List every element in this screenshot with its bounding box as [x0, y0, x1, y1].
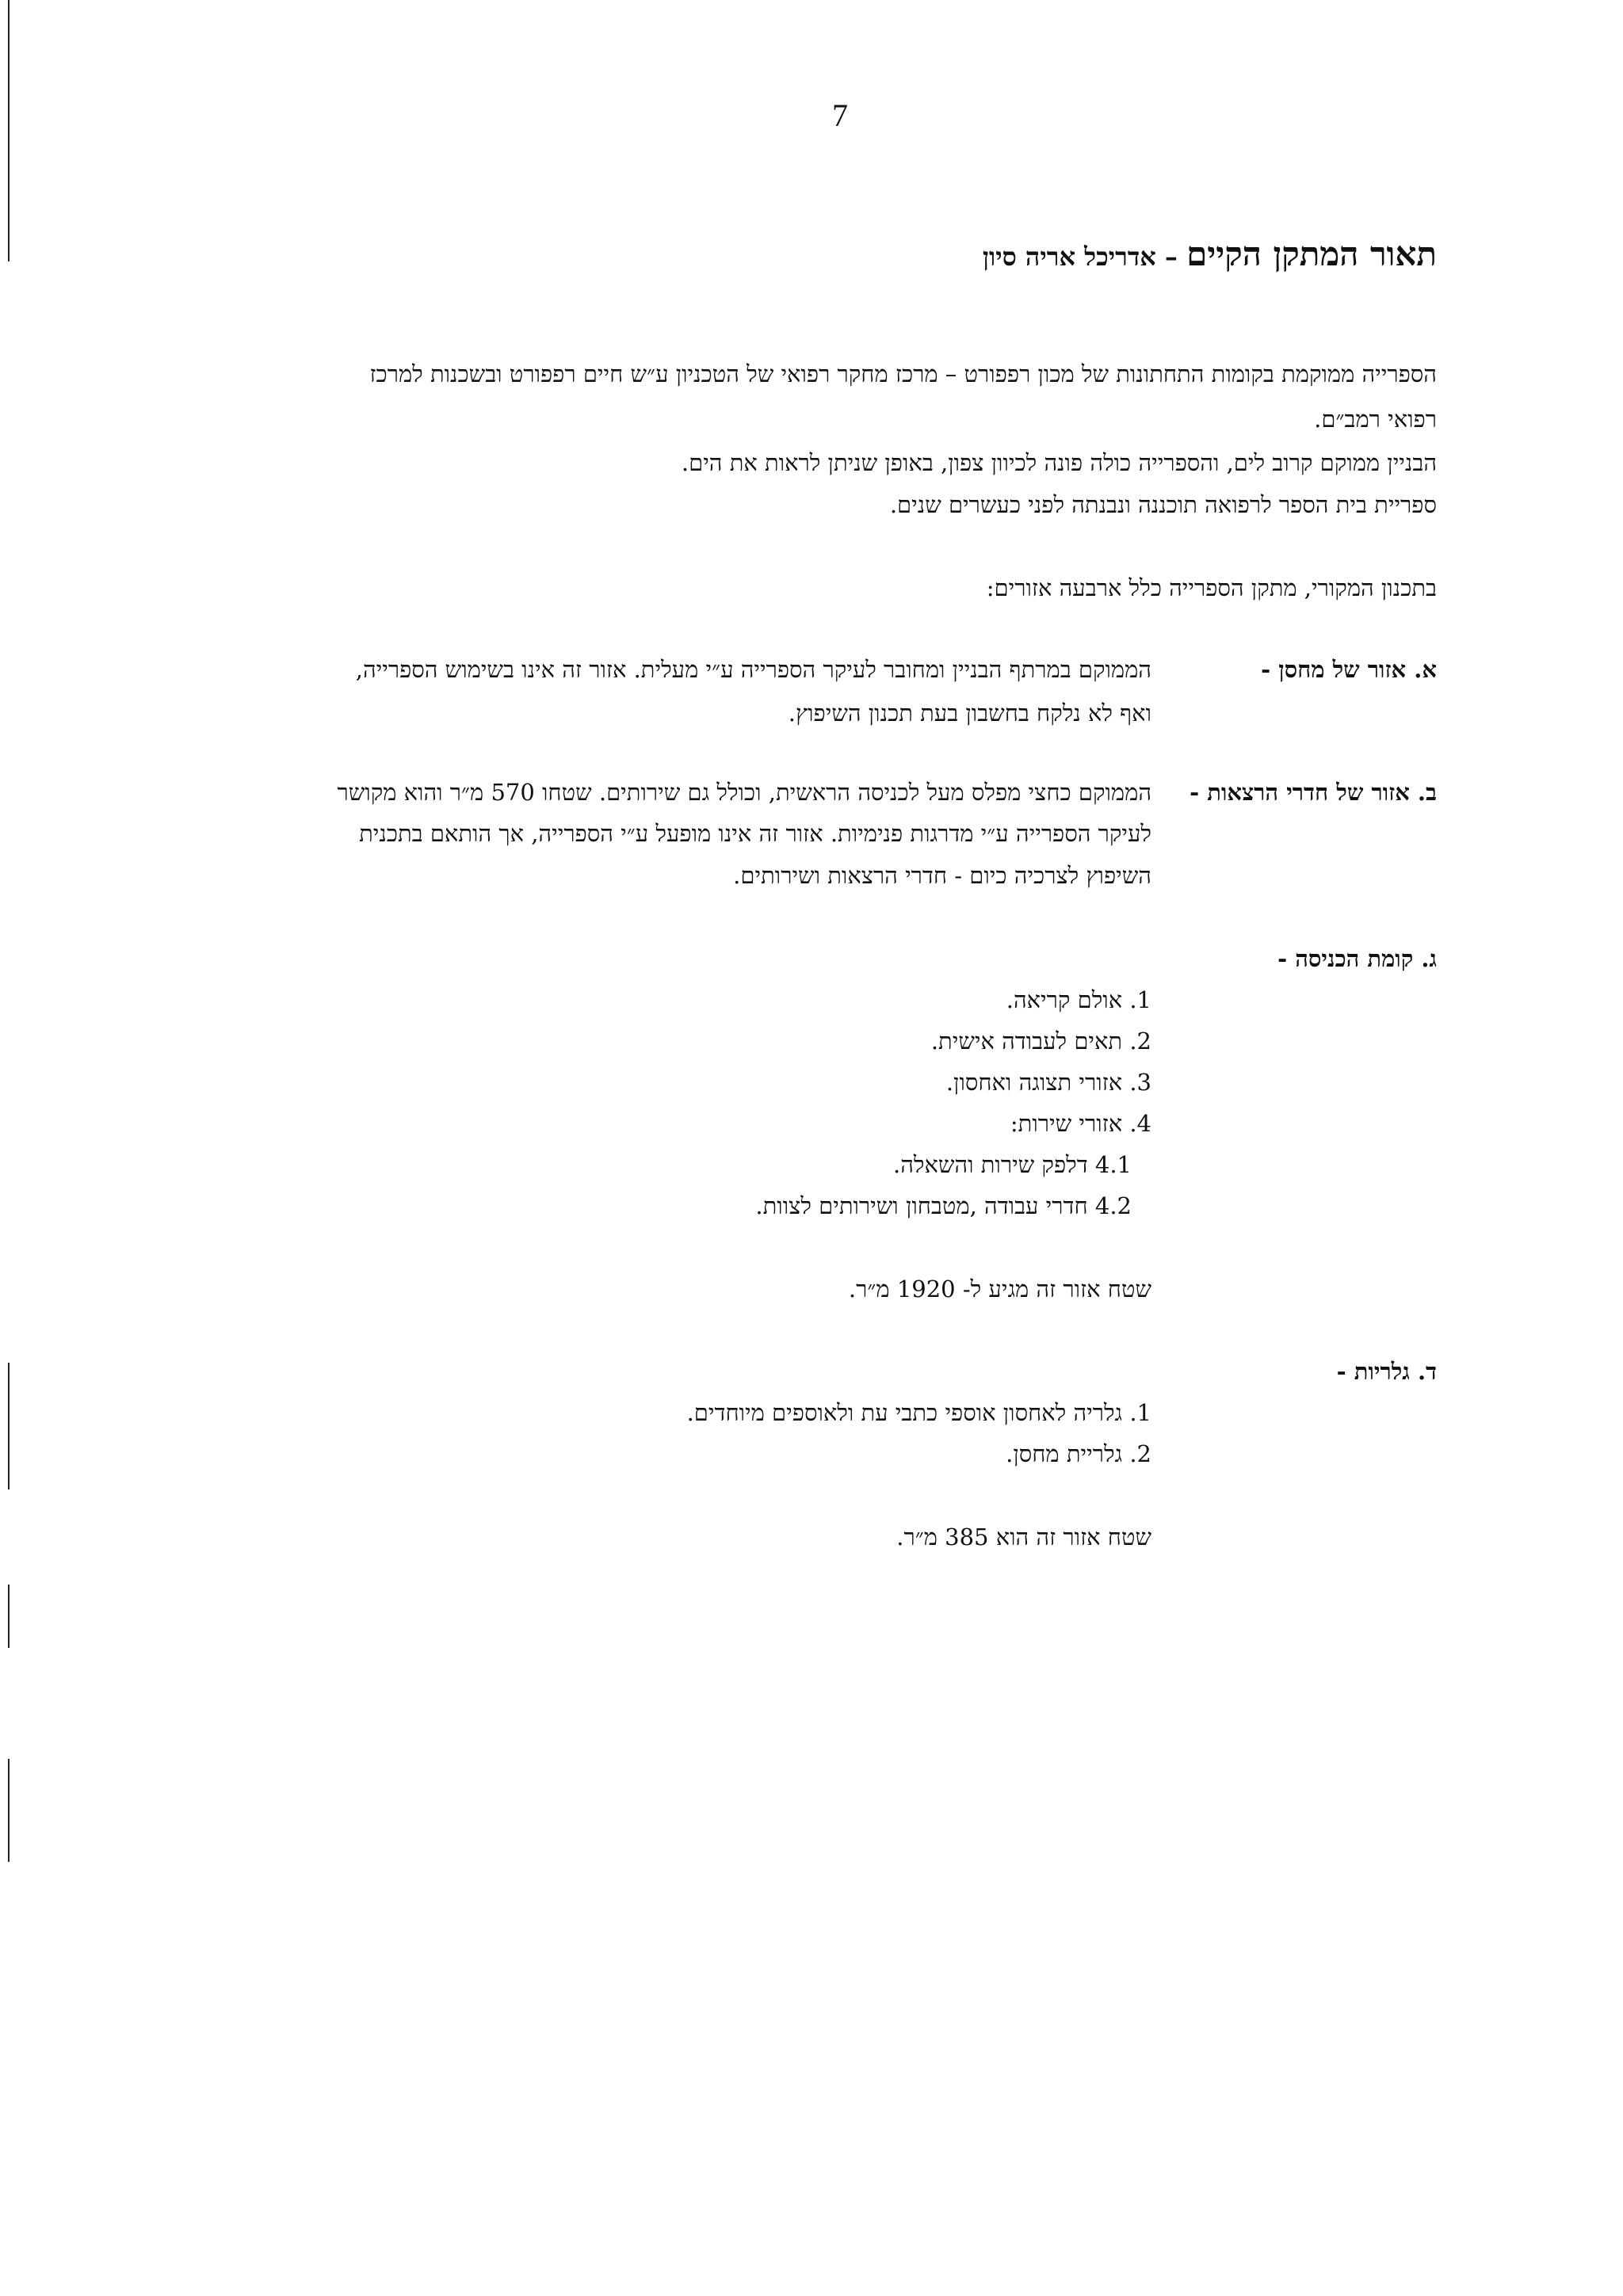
scan-edge-line	[8, 1759, 10, 1862]
section-a-label: א. אזור של מחסן -	[1261, 656, 1437, 683]
intro-line: בתכנון המקורי, מתקן הספרייה כלל ארבעה אזורים:	[986, 574, 1437, 601]
section-b-text: השיפוץ לצרכיה כיום - חדרי הרצאות ושירותים.	[733, 862, 1151, 889]
section-d-label: ד. גלריות -	[1336, 1358, 1437, 1385]
page-number: 7	[832, 97, 848, 133]
scan-edge-line	[8, 1585, 10, 1648]
scan-edge-line	[8, 0, 10, 261]
list-subitem: 4.1 דלפק שירות והשאלה.	[893, 1151, 1132, 1178]
section-b-text: הממוקם כחצי מפלס מעל לכניסה הראשית, וכולל גם שירותים. שטחו 570 מ״ר והוא מקושר	[337, 779, 1151, 806]
intro-line: הספרייה ממוקמת בקומות התחתונות של מכון רפפורט – מרכז מחקר רפואי של הטכניון ע״ש חיים רפפורט ובשכנות למרכז	[369, 360, 1437, 387]
section-c-area: שטח אזור זה מגיע ל- 1920 מ״ר.	[848, 1276, 1151, 1302]
list-item: 4. אזורי שירות:	[1010, 1110, 1151, 1137]
title-author: אדריכל אריה סיון	[982, 242, 1156, 272]
section-d-area: שטח אזור זה הוא 385 מ״ר.	[896, 1524, 1151, 1550]
list-item: 2. תאים לעבודה אישית.	[930, 1028, 1151, 1055]
list-item: 2. גלריית מחסן.	[1006, 1440, 1151, 1467]
intro-line: ספריית בית הספר לרפואה תוכננה ונבנתה לפני כעשרים שנים.	[889, 491, 1437, 518]
intro-line: רפואי רמב״ם.	[1314, 406, 1437, 433]
intro-line: הבניין ממוקם קרוב לים, והספרייה כולה פונה לכיוון צפון, באופן שניתן לראות את הים.	[681, 449, 1437, 476]
list-item: 1. גלריה לאחסון אוספי כתבי עת ולאוספים מיוחדים.	[686, 1399, 1151, 1426]
page-title	[983, 235, 1437, 274]
section-c-label: ג. קומת הכניסה -	[1277, 945, 1437, 972]
section-b-text: לעיקר הספרייה ע״י מדרגות פנימיות. אזור זה אינו מופעל ע״י הספרייה, אך הותאם בתכנית	[359, 820, 1151, 847]
section-a-text: הממוקם במרתף הבניין ומחובר לעיקר הספרייה ע״י מעלית. אזור זה אינו בשימוש הספרייה,	[355, 656, 1151, 683]
section-b-label: ב. אזור של חדרי הרצאות -	[1190, 779, 1437, 806]
list-subitem: 4.2 חדרי עבודה ,מטבחון ושירותים לצוות.	[755, 1192, 1132, 1219]
list-item: 3. אזורי תצוגה ואחסון.	[945, 1069, 1151, 1096]
scan-edge-line	[8, 1363, 10, 1489]
title-main: תאור המתקן הקיים	[1186, 235, 1437, 273]
title-dash: –	[1155, 242, 1187, 272]
section-a-text: ואף לא נלקח בחשבון בעת תכנון השיפוץ.	[788, 700, 1151, 727]
list-item: 1. אולם קריאה.	[1006, 986, 1151, 1013]
